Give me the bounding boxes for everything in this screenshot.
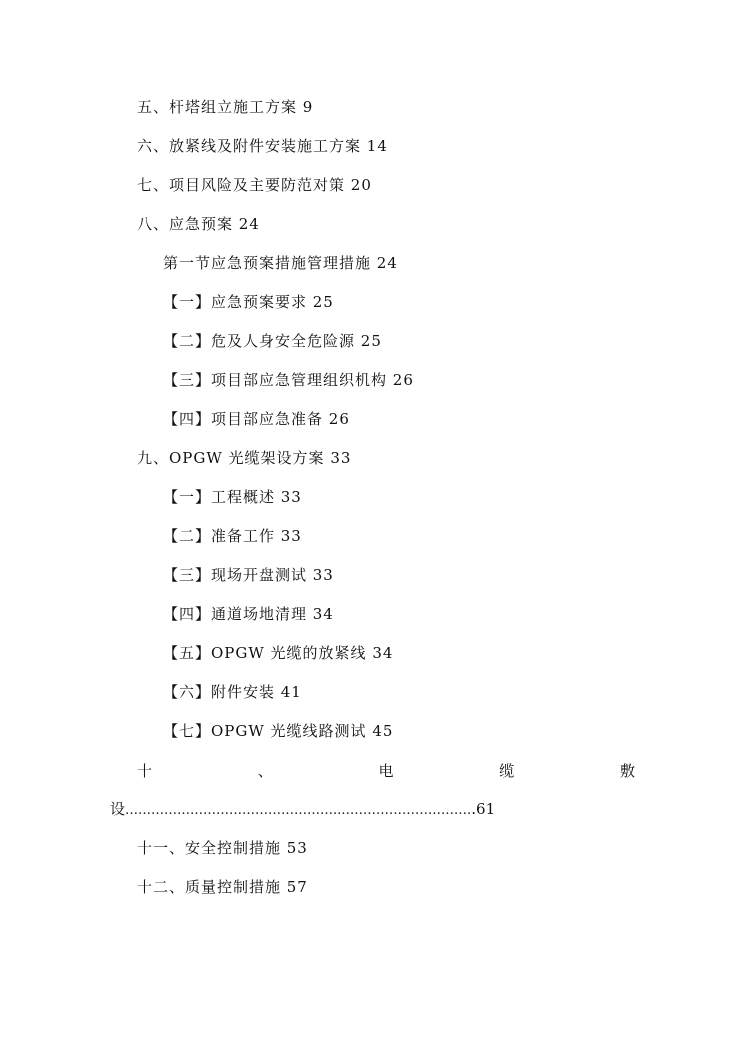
toc-item: 【四】项目部应急准备 26 <box>163 410 350 428</box>
toc-spread-heading <box>137 761 635 781</box>
spread-char: 、 <box>257 762 273 780</box>
spread-char: 十 <box>137 762 153 780</box>
toc-item: 【三】项目部应急管理组织机构 26 <box>163 371 414 389</box>
toc-item: 八、应急预案 24 <box>137 215 260 233</box>
spread-char: 电 <box>378 762 394 780</box>
spread-char: 缆 <box>499 762 515 780</box>
toc-item: 【六】附件安装 41 <box>163 683 302 701</box>
toc-item: 【二】危及人身安全危险源 25 <box>163 332 382 350</box>
toc-item: 十二、质量控制措施 57 <box>137 878 308 896</box>
leader-dots: …………………………………………..………………………… <box>125 803 472 818</box>
spread-char: 敷 <box>619 762 635 780</box>
toc-item: 【七】OPGW 光缆线路测试 45 <box>163 722 394 740</box>
toc-item: 七、项目风险及主要防范对策 20 <box>137 176 372 194</box>
leader-page-number: .61 <box>471 800 496 818</box>
toc-item: 【一】应急预案要求 25 <box>163 293 334 311</box>
toc-item: 【五】OPGW 光缆的放紧线 34 <box>163 644 394 662</box>
toc-item: 十一、安全控制措施 53 <box>137 839 308 857</box>
toc-item: 六、放紧线及附件安装施工方案 14 <box>137 137 388 155</box>
toc-item: 【三】现场开盘测试 33 <box>163 566 334 584</box>
toc-item: 【四】通道场地清理 34 <box>163 605 334 623</box>
toc-item: 第一节应急预案措施管理措施 24 <box>163 254 398 272</box>
toc-item: 【一】工程概述 33 <box>163 488 302 506</box>
toc-item: 【二】准备工作 33 <box>163 527 302 545</box>
leader-start: 设 <box>110 800 126 818</box>
toc-item: 九、OPGW 光缆架设方案 33 <box>137 449 352 467</box>
toc-item: 五、杆塔组立施工方案 9 <box>137 98 314 116</box>
toc-leader-line <box>110 799 495 821</box>
